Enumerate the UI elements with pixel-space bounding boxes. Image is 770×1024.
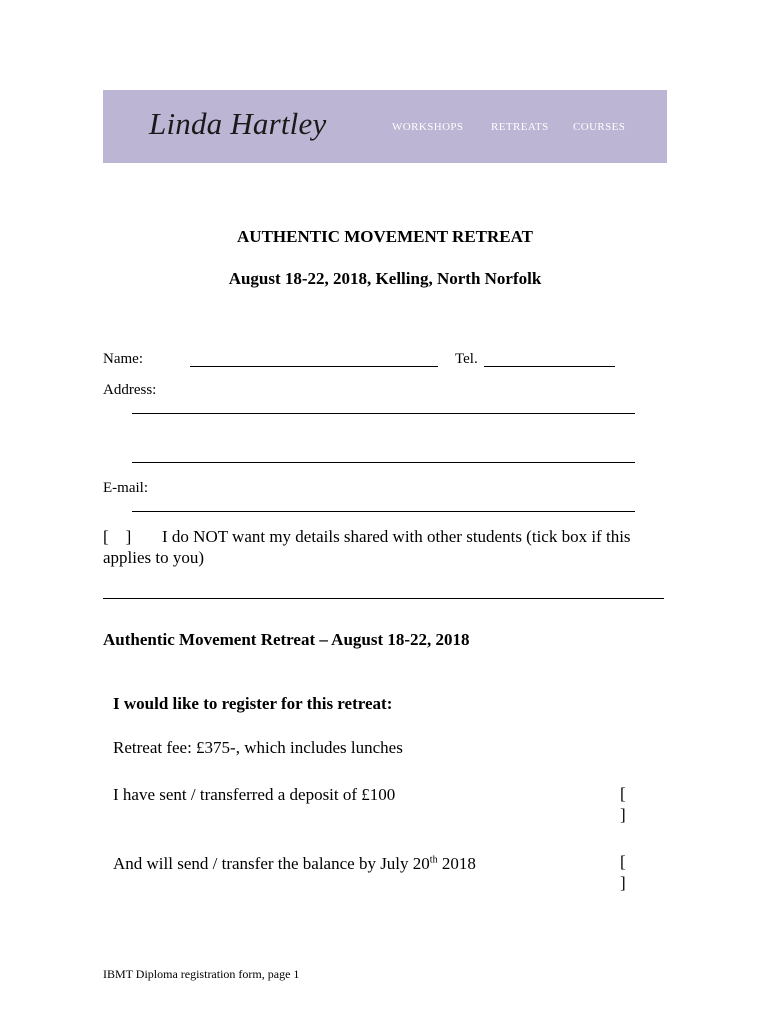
address-field-line-2[interactable] (132, 462, 635, 463)
page-footer: IBMT Diploma registration form, page 1 (103, 967, 300, 981)
balance-text-main: And will send / transfer the balance by July 20 (113, 854, 430, 873)
name-label: Name: (103, 351, 143, 367)
address-field-line-1[interactable] (132, 413, 635, 414)
privacy-text-line-1: I do NOT want my details shared with other students (tick box if this (162, 527, 631, 546)
balance-text (113, 854, 476, 874)
nav-workshops[interactable]: WORKSHOPS (392, 121, 464, 133)
header-banner (103, 90, 667, 163)
retreat-fee: Retreat fee: £375-, which includes lunches (113, 738, 403, 757)
deposit-text: I have sent / transferred a deposit of £100 (113, 785, 396, 804)
divider (103, 598, 664, 599)
deposit-checkbox-open[interactable]: [ (620, 784, 626, 803)
nav-retreats[interactable]: RETREATS (491, 121, 549, 133)
balance-text-suffix: th (429, 854, 438, 866)
tel-label: Tel. (455, 351, 478, 367)
address-label: Address: (103, 382, 157, 398)
deposit-checkbox-close[interactable]: ] (620, 805, 626, 824)
balance-text-year: 2018 (437, 854, 476, 873)
balance-checkbox-close[interactable]: ] (620, 873, 626, 892)
privacy-text-line-2: applies to you) (103, 548, 205, 567)
register-heading: I would like to register for this retreat: (113, 694, 393, 713)
privacy-checkbox[interactable]: [ ] (103, 527, 132, 546)
document-title: AUTHENTIC MOVEMENT RETREAT (237, 227, 533, 246)
name-field[interactable] (190, 366, 438, 367)
brand-logo: Linda Hartley (149, 106, 327, 141)
tel-field[interactable] (484, 366, 615, 367)
balance-checkbox-open[interactable]: [ (620, 852, 626, 871)
email-label: E-mail: (103, 480, 148, 496)
section-heading: Authentic Movement Retreat – August 18-22, 2018 (103, 630, 470, 649)
email-field[interactable] (132, 511, 635, 512)
document-subtitle: August 18-22, 2018, Kelling, North Norfolk (228, 269, 542, 288)
nav-courses[interactable]: COURSES (573, 121, 626, 133)
